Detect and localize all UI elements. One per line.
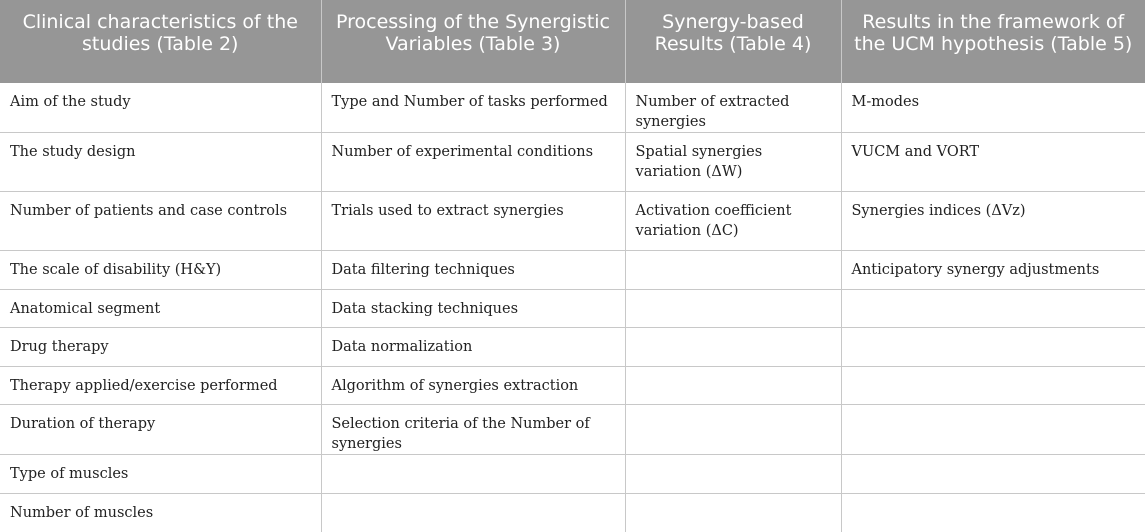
- table-row: [0, 289, 1145, 328]
- table-cell: Spatial synergies variation (ΔW): [625, 133, 841, 192]
- table-row: [0, 328, 1145, 367]
- table-row: [0, 192, 1145, 251]
- table-cell: [625, 251, 841, 290]
- table-cell: The study design: [0, 133, 321, 192]
- table-cell: [841, 405, 1145, 455]
- table-cell: [625, 493, 841, 532]
- header-clinical-characteristics: Clinical characteristics of the studies (Table 2): [0, 0, 321, 83]
- table-cell: M-modes: [851, 94, 920, 110]
- table-cell: [841, 289, 1145, 328]
- table-cell: Data filtering techniques: [321, 251, 625, 290]
- table-header: [0, 0, 1145, 83]
- table-cell: Type of muscles: [0, 455, 321, 494]
- table-cell: Anatomical segment: [0, 289, 321, 328]
- table-body: [0, 83, 1145, 532]
- table-cell: Number of patients and case controls: [0, 192, 321, 251]
- table-row: [0, 493, 1145, 532]
- table-cell: [841, 493, 1145, 532]
- header-row: [0, 0, 1145, 83]
- table-row: [0, 133, 1145, 192]
- table-row: [0, 405, 1145, 455]
- header-ucm-results: Results in the framework of the UCM hypothesis (Table 5): [841, 0, 1145, 83]
- table-cell: Number of extracted synergies: [625, 83, 841, 133]
- table-cell: Activation coefficient variation (ΔC): [625, 192, 841, 251]
- table-cell: The scale of disability (H&Y): [0, 251, 321, 290]
- header-synergy-results: Synergy-based Results (Table 4): [625, 0, 841, 83]
- table-cell: Therapy applied/exercise performed: [0, 366, 321, 405]
- header-processing-variables: Processing of the Synergistic Variables (Table 3): [321, 0, 625, 83]
- table-cell: [321, 493, 625, 532]
- table-cell: Selection criteria of the Number of synergies: [321, 405, 625, 455]
- table-cell: [841, 455, 1145, 494]
- table-cell: Number of muscles: [0, 493, 321, 532]
- table-cell: Algorithm of synergies extraction: [321, 366, 625, 405]
- table-cell: Type and Number of tasks performed: [321, 83, 625, 133]
- table-cell: Duration of therapy: [0, 405, 321, 455]
- table-cell: [625, 328, 841, 367]
- table-cell: Number of experimental conditions: [321, 133, 625, 192]
- table-cell: [625, 289, 841, 328]
- table-row: [0, 83, 1145, 133]
- table-cell: Drug therapy: [0, 328, 321, 367]
- table-cell: Trials used to extract synergies: [321, 192, 625, 251]
- table-row: [0, 251, 1145, 290]
- table-cell: Data stacking techniques: [321, 289, 625, 328]
- table-cell: [625, 455, 841, 494]
- table-cell: [841, 328, 1145, 367]
- table-cell: Aim of the study: [0, 83, 321, 133]
- table-row: [0, 455, 1145, 494]
- table-cell: [841, 366, 1145, 405]
- table-cell: Synergies indices (ΔVz): [841, 192, 1145, 251]
- table-row: [0, 366, 1145, 405]
- table-cell: [625, 366, 841, 405]
- table-cell: [625, 405, 841, 455]
- table-cell: VUCM and VORT: [841, 133, 1145, 192]
- table-cell: Anticipatory synergy adjustments: [841, 251, 1145, 290]
- table-cell: [321, 455, 625, 494]
- table-cell: Data normalization: [321, 328, 625, 367]
